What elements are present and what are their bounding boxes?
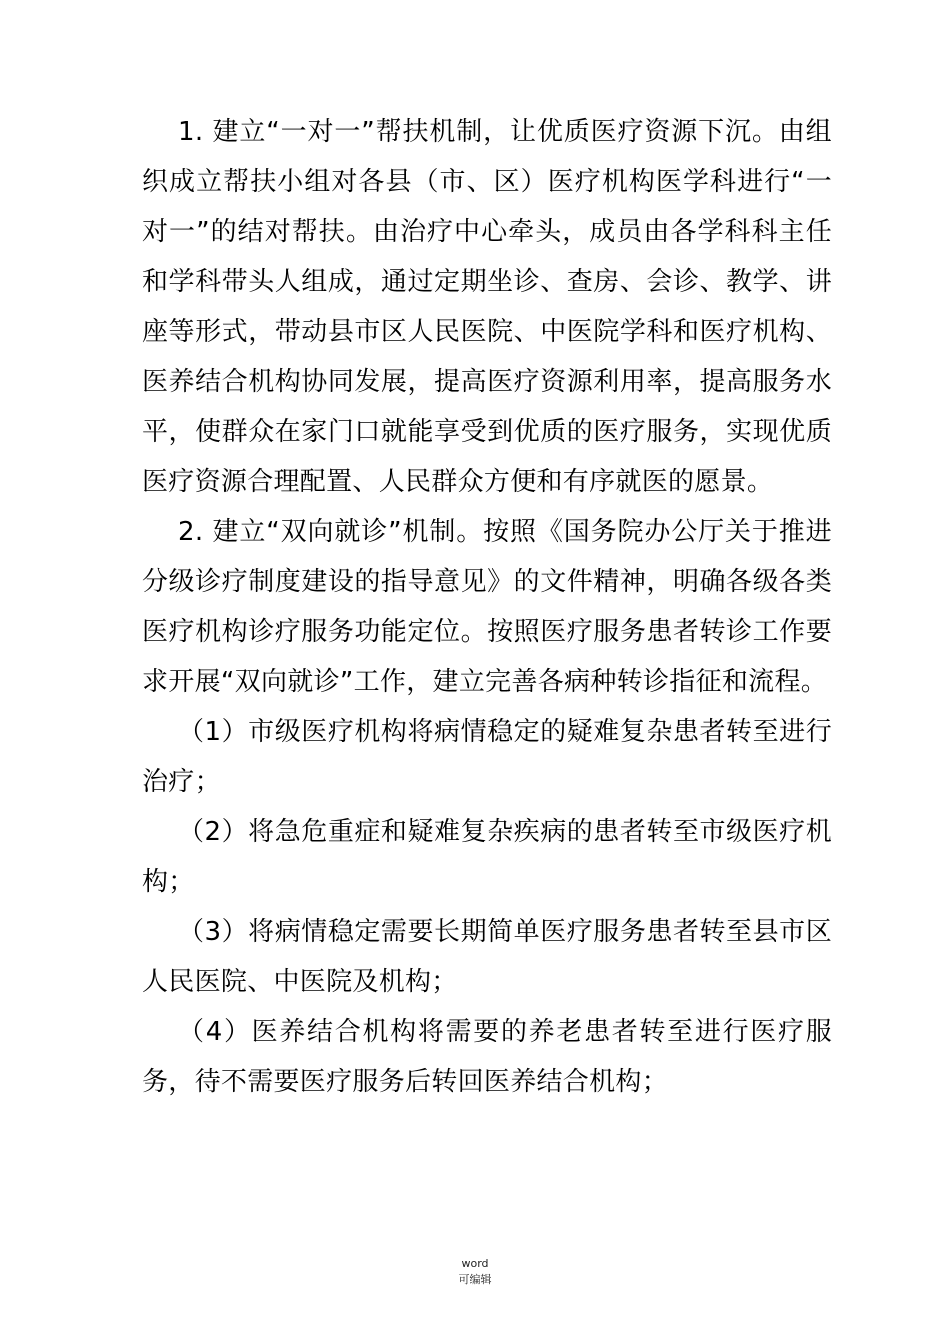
list-item-2: （2）将急危重症和疑难复杂疾病的患者转至市级医疗机构； bbox=[142, 817, 832, 897]
paragraph-1-one-to-one-support: 1. 建立“一对一”帮扶机制，让优质医疗资源下沉。由组织成立帮扶小组对各县（市、区）医疗机构医学科进行“一对一”的结对帮扶。由治疗中心牵头，成员由各学科科主任和学科带头人组成，通过定期坐诊、查房、会诊、教学、讲座等形式，带动县市区人民医院、中医院学科和医疗机构、医养结合机构协同发展，提高医疗资源利用率，提高服务水平，使群众在家门口就能享受到优质的医疗服务，实现优质医疗资源合理配置、人民群众方便和有序就医的愿景。 bbox=[142, 117, 832, 497]
footer-editable-label: 可编辑 bbox=[458, 1273, 492, 1286]
list-item-1: （1）市级医疗机构将病情稳定的疑难复杂患者转至进行治疗； bbox=[142, 717, 832, 797]
list-item-4: （4）医养结合机构将需要的养老患者转至进行医疗服务，待不需要医疗服务后转回医养结合机构； bbox=[142, 1017, 832, 1097]
footer-word-label: word bbox=[461, 1257, 489, 1270]
document-body bbox=[142, 107, 832, 1107]
list-item-3: （3）将病情稳定需要长期简单医疗服务患者转至县市区人民医院、中医院及机构； bbox=[142, 917, 832, 997]
paragraph-2-two-way-referral: 2. 建立“双向就诊”机制。按照《国务院办公厅关于推进分级诊疗制度建设的指导意见》的文件精神，明确各级各类医疗机构诊疗服务功能定位。按照医疗服务患者转诊工作要求开展“双向就诊”工作，建立完善各病种转诊指征和流程。 bbox=[142, 517, 832, 697]
